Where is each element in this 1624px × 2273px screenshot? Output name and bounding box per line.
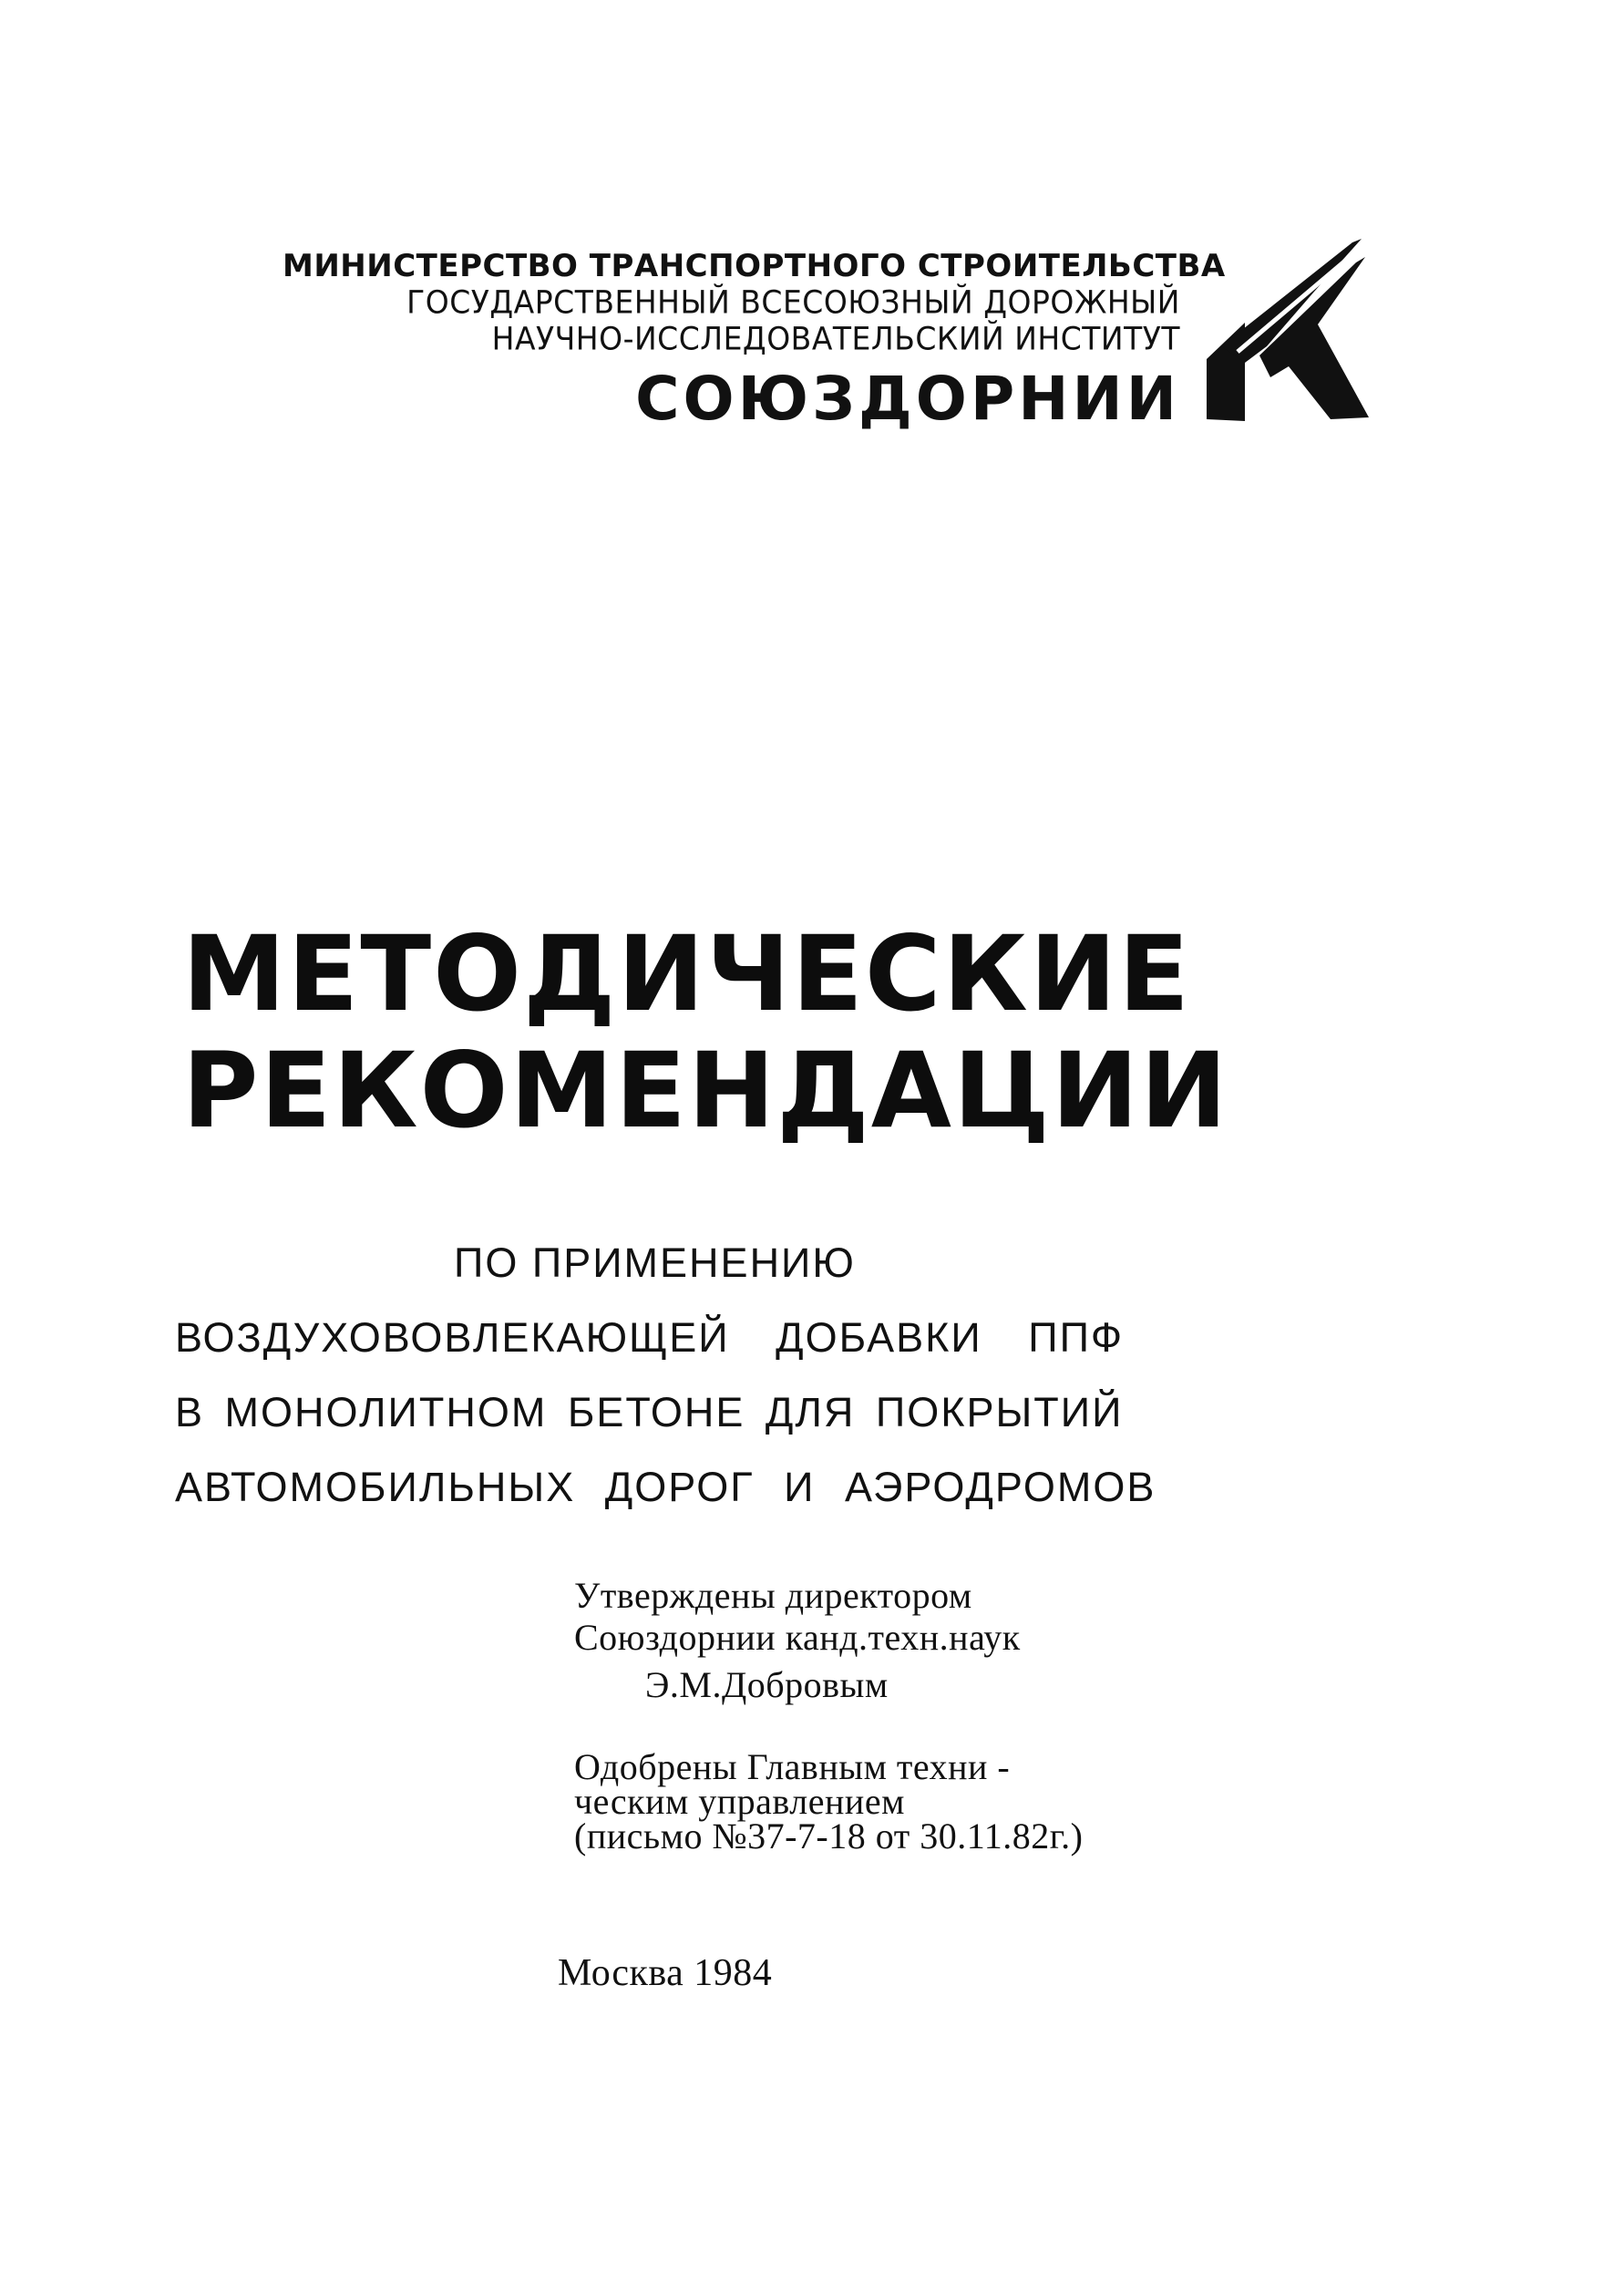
publication-imprint: Москва 1984 [558,1952,773,1994]
subtitle-line-4: АВТОМОБИЛЬНЫХ ДОРОГ И АЭРОДРОМОВ [175,1464,1156,1510]
document-subtitle [164,1226,1185,1525]
approval-line-3: Э.М.Добровым [645,1664,889,1705]
institute-acronym: СОЮЗДОРНИИ [635,364,1180,434]
organization-header [283,248,1226,436]
approval-note [574,1575,1267,1706]
institute-name-line-1: ГОСУДАРСТВЕННЫЙ ВСЕСОЮЗНЫЙ ДОРОЖНЫЙ [406,283,1180,321]
subtitle-line-2: ВОЗДУХОВОВЛЕКАЮЩЕЙ ДОБАВКИ ППФ [175,1314,1125,1361]
endorsement-line-2: ческим управлением [574,1781,905,1822]
endorsement-line-3: (письмо №37-7-18 от 30.11.82г.) [574,1815,1084,1856]
endorsement-line-1: Одобрены Главным техни - [574,1746,1011,1787]
document-title-line-1: МЕТОДИЧЕСКИЕ [182,913,1192,1034]
document-title [182,913,1229,1151]
soyuzdornii-logo-icon [1201,239,1370,421]
approval-line-2: Союздорнии канд.техн.наук [574,1617,1021,1658]
approval-line-1: Утверждены директором [574,1575,972,1616]
subtitle-line-3: В МОНОЛИТНОМ БЕТОНЕ ДЛЯ ПОКРЫТИЙ [175,1389,1124,1435]
subtitle-line-1: ПО ПРИМЕНЕНИЮ [454,1239,856,1286]
document-title-line-2: РЕКОМЕНДАЦИИ [182,1030,1229,1151]
endorsement-note [574,1746,1267,1856]
institute-name-line-2: НАУЧНО-ИССЛЕДОВАТЕЛЬСКИЙ ИНСТИТУТ [491,320,1180,357]
ministry-name: МИНИСТЕРСТВО ТРАНСПОРТНОГО СТРОИТЕЛЬСТВА [283,248,1226,284]
